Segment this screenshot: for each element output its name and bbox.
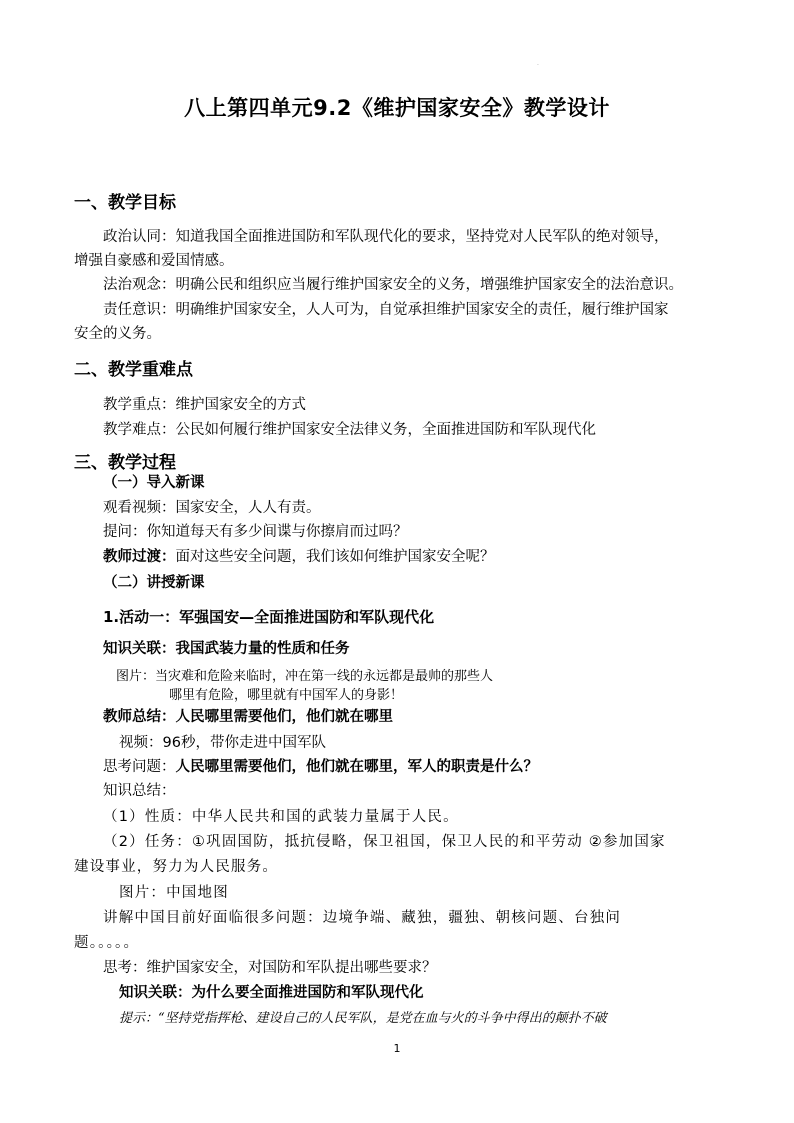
difficult-point: 教学难点：公民如何履行维护国家安全法律义务，全面推进国防和军队现代化 [103,422,596,438]
section-heading-process: 三、教学过程 [74,453,176,473]
section-heading-objectives: 一、教学目标 [74,193,176,213]
page-title: 八上第四单元9.2《维护国家安全》教学设计 [184,96,610,120]
transition-text: 面对这些安全问题，我们该如何维护国家安全呢？ [175,549,495,565]
picture-caption-two: 哪里有危险，哪里就有中国军人的身影！ [169,688,404,703]
key-point: 教学重点：维护国家安全的方式 [103,397,306,413]
objective-responsibility-cont: 安全的义务。 [74,326,161,342]
picture-caption-one: 图片：当灾难和危险来临时，冲在第一线的永远都是最帅的那些人 [116,669,494,684]
teacher-summary: 教师总结：人民哪里需要他们，他们就在哪里 [103,709,393,725]
activity-one-heading: 1.活动一：军强国安—全面推进国防和军队现代化 [103,608,435,626]
hint-quote: 提示：“坚持党指挥枪、建设自己的人民军队，是党在血与火的斗争中得出的颠扑不破 [119,1011,607,1026]
summary-tasks: （2）任务：①巩固国防，抵抗侵略，保卫祖国，保卫人民的和平劳动 ②参加国家 [103,834,666,850]
subheading-new-lesson: （二）讲授新课 [103,575,205,591]
objective-legal: 法治观念：明确公民和组织应当履行维护国家安全的义务，增强维护国家安全的法治意识。 [103,277,683,293]
intro-question: 提问：你知道每天有多少间谍与你擦肩而过吗？ [103,524,408,540]
objective-political: 政治认同：知道我国全面推进国防和军队现代化的要求，坚持党对人民军队的绝对领导， [103,229,669,245]
think-question-one [103,755,538,779]
explain-line: 讲解中国目前好面临很多问题：边境争端、藏独，疆独、朝核问题、台独问 [103,910,622,926]
think-label: 思考问题： [103,759,176,775]
knowledge-link-two: 知识关联：为什么要全面推进国防和军队现代化 [119,985,424,1001]
summary-tasks-cont: 建设事业，努力为人民服务。 [74,859,279,875]
scan-mark: · [537,62,539,69]
think-text: 人民哪里需要他们，他们就在哪里，军人的职责是什么？ [175,759,538,775]
objective-political-cont: 增强自豪感和爱国情感。 [74,253,234,269]
video-line: 视频：96秒，带你走进中国军队 [119,735,326,751]
teacher-transition [103,545,495,569]
knowledge-link-one: 知识关联：我国武装力量的性质和任务 [103,641,350,657]
knowledge-summary-label: 知识总结： [103,783,176,799]
intro-video: 观看视频：国家安全，人人有责。 [103,500,321,516]
summary-nature: （1）性质：中华人民共和国的武装力量属于人民。 [103,809,459,825]
page-number: 1 [393,1042,401,1055]
subheading-intro: （一）导入新课 [103,475,205,491]
section-heading-key-points: 二、教学重难点 [74,360,193,380]
think-question-two: 思考：维护国家安全，对国防和军队提出哪些要求？ [103,960,437,976]
objective-responsibility: 责任意识：明确维护国家安全，人人可为，自觉承担维护国家安全的责任，履行维护国家 [103,302,669,318]
transition-label: 教师过渡： [103,549,176,565]
map-picture: 图片：中国地图 [119,885,229,901]
explain-line-cont: 题。。。。。 [74,935,140,951]
